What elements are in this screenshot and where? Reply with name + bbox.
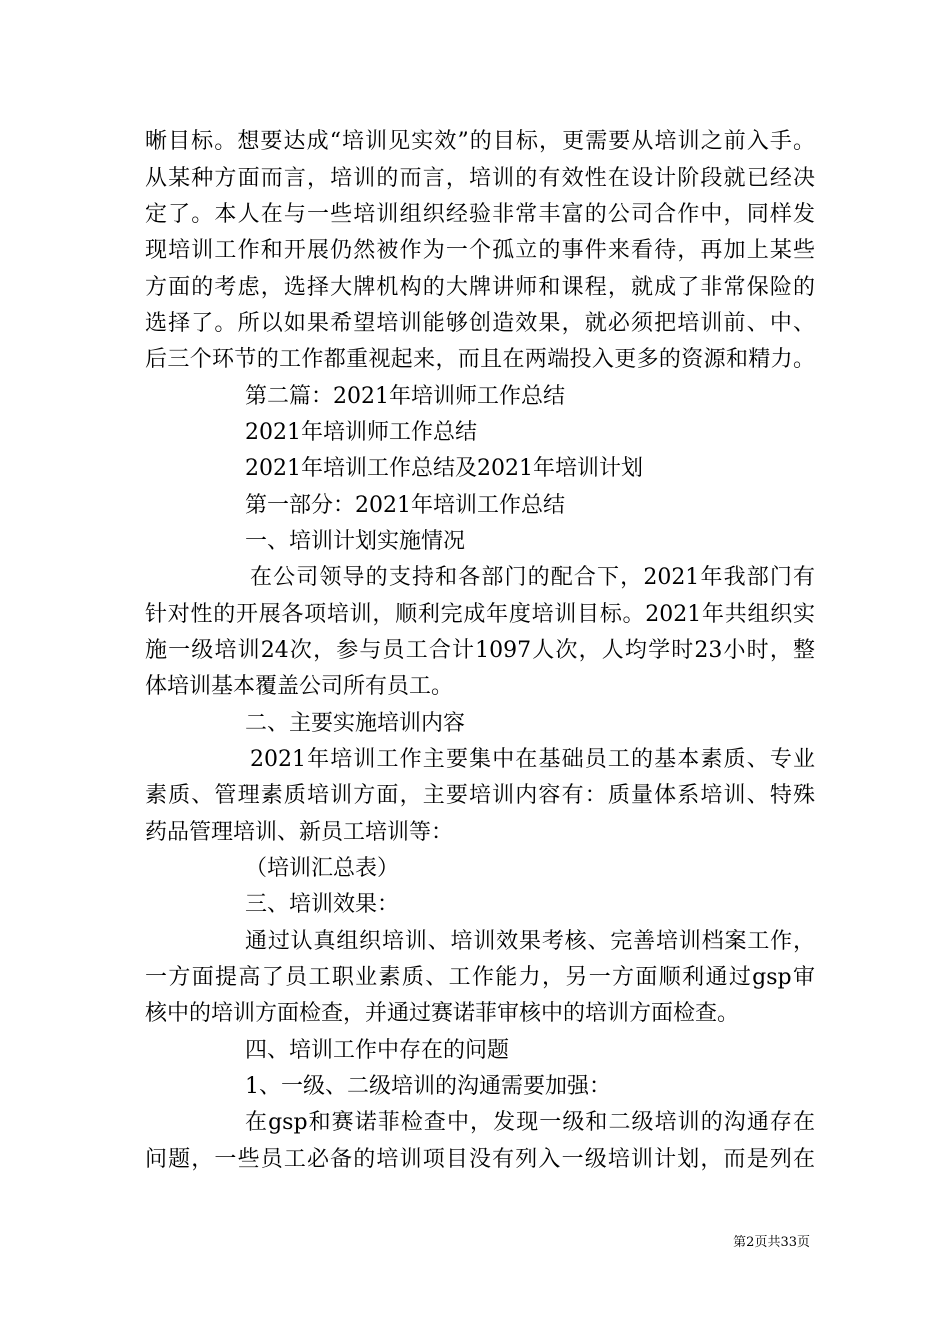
section-heading: 第二篇：2021年培训师工作总结 bbox=[245, 384, 565, 409]
body-text-line: 通过认真组织培训、培训效果考核、完善培训档案工作， bbox=[245, 929, 815, 954]
subsection-heading: 三、培训效果： bbox=[245, 892, 400, 917]
body-text-line: 2021年培训工作主要集中在基础员工的基本素质、专业 bbox=[250, 747, 815, 772]
body-text-line: 药品管理培训、新员工培训等： bbox=[145, 820, 454, 845]
body-text-line: 后三个环节的工作都重视起来，而且在两端投入更多的资源和精力。 bbox=[145, 347, 815, 372]
document-title: 2021年培训师工作总结 bbox=[245, 420, 477, 445]
subsection-heading: 二、主要实施培训内容 bbox=[245, 711, 466, 736]
body-text-line: 从某种方面而言，培训的而言，培训的有效性在设计阶段就已经决 bbox=[145, 166, 815, 191]
body-text-line: 选择了。所以如果希望培训能够创造效果，就必须把培训前、中、 bbox=[145, 311, 815, 336]
body-text-line: 现培训工作和开展仍然被作为一个孤立的事件来看待，再加上某些 bbox=[145, 238, 815, 263]
body-text-line: 定了。本人在与一些培训组织经验非常丰富的公司合作中，同样发 bbox=[145, 202, 815, 227]
document-subtitle: 2021年培训工作总结及2021年培训计划 bbox=[245, 456, 643, 481]
body-text-line: 问题，一些员工必备的培训项目没有列入一级培训计划，而是列在 bbox=[145, 1147, 815, 1172]
body-text-line: 在公司领导的支持和各部门的配合下，2021年我部门有 bbox=[250, 565, 815, 590]
body-text-line: 针对性的开展各项培训，顺利完成年度培训目标。2021年共组织实 bbox=[145, 602, 815, 627]
table-placeholder-text: （培训汇总表） bbox=[245, 856, 400, 881]
body-text-line: 晰目标。想要达成“培训见实效”的目标，更需要从培训之前入手。 bbox=[145, 129, 815, 154]
body-text-line: 核中的培训方面检查，并通过赛诺菲审核中的培训方面检查。 bbox=[145, 1001, 740, 1026]
list-item-heading: 1、一级、二级培训的沟通需要加强： bbox=[245, 1074, 611, 1099]
body-text-line: 施一级培训24次，参与员工合计1097人次，人均学时23小时，整 bbox=[145, 638, 815, 663]
body-text-line: 素质、管理素质培训方面，主要培训内容有：质量体系培训、特殊 bbox=[145, 783, 815, 808]
subsection-heading: 一、培训计划实施情况 bbox=[245, 529, 466, 554]
subsection-heading: 四、培训工作中存在的问题 bbox=[245, 1038, 510, 1063]
body-text-line: 方面的考虑，选择大牌机构的大牌讲师和课程，就成了非常保险的 bbox=[145, 275, 815, 300]
body-text-line: 在gsp和赛诺菲检查中，发现一级和二级培训的沟通存在 bbox=[245, 1110, 815, 1135]
body-text-line: 一方面提高了员工职业素质、工作能力，另一方面顺利通过gsp审 bbox=[145, 965, 815, 990]
part-heading: 第一部分：2021年培训工作总结 bbox=[245, 493, 565, 518]
body-text-line: 体培训基本覆盖公司所有员工。 bbox=[145, 674, 454, 699]
page-number-footer: 第2页共33页 bbox=[733, 1235, 810, 1250]
